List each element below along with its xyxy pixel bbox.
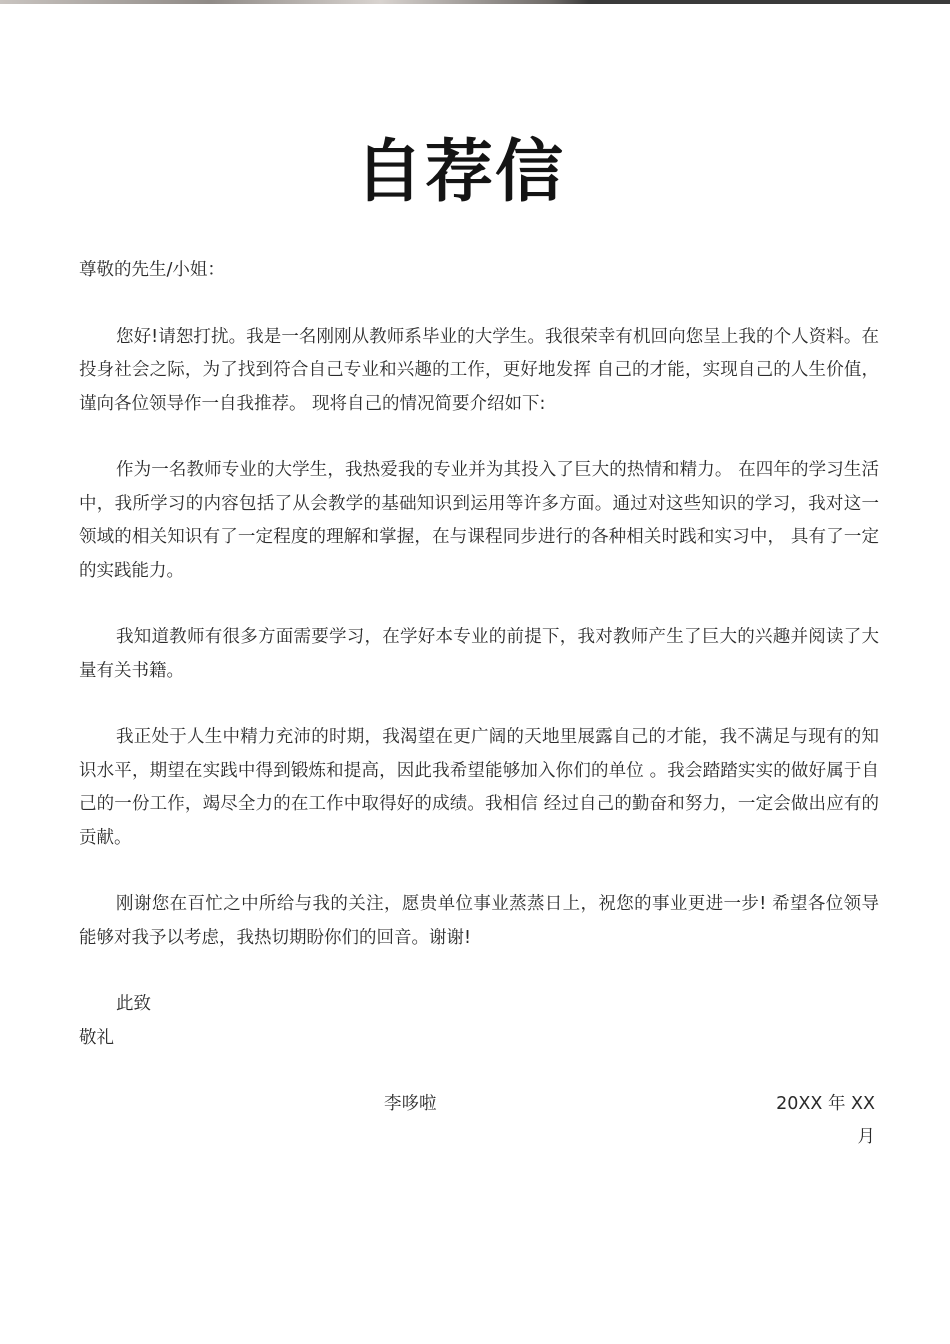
top-image-strip	[0, 0, 950, 4]
paragraph-thanks: 刚谢您在百忙之中所给与我的关注，愿贵单位事业蒸蒸日上，祝您的事业更进一步! 希望各位领导能够对我予以考虑，我热切期盼你们的回音。谢谢!	[79, 894, 879, 948]
closing: 此致	[116, 994, 151, 1014]
regards: 敬礼	[79, 1027, 114, 1048]
page-title: 自荐信	[354, 132, 565, 212]
paragraph-intro: 您好!请恕打扰。我是一名刚刚从教师系毕业的大学生。我很荣幸有机回向您呈上我的个人资料。在投身社会之际，为了找到符合自己专业和兴趣的工作，更好地发挥 自己的才能，实现自己的人生价值，谨向各位领导作一自我推荐。 现将自己的情况简要介绍如下:	[79, 326, 879, 414]
signature-date: 20XX 年 XX 月	[776, 1094, 875, 1147]
letter-body	[79, 254, 879, 1055]
paragraph-goal: 我正处于人生中精力充沛的时期，我渴望在更广阔的天地里展露自己的才能，我不满足与现有的知识水平，期望在实践中得到锻炼和提高，因此我希望能够加入你们的单位 。我会踏踏实实的做好属于自己的一份工作，竭尽全力的在工作中取得好的成绩。我相信 经过自己的勤奋和努力，一定会做出应有的贡献。	[79, 727, 879, 848]
signature-name: 李哆啦	[384, 1094, 437, 1114]
paragraph-interest: 我知道教师有很多方面需要学习，在学好本专业的前提下，我对教师产生了巨大的兴趣并阅读了大量有关书籍。	[79, 627, 879, 681]
salutation: 尊敬的先生/小姐：	[79, 260, 225, 280]
paragraph-study: 作为一名教师专业的大学生，我热爱我的专业并为其投入了巨大的热情和精力。 在四年的学习生活中，我所学习的内容包括了从会教学的基础知识到运用等许多方面。通过对这些知识的学习，我对这一领域的相关知识有了一定程度的理解和掌握，在与课程同步进行的各种相关时践和实习中， 具有了一定的实践能力。	[79, 460, 879, 581]
